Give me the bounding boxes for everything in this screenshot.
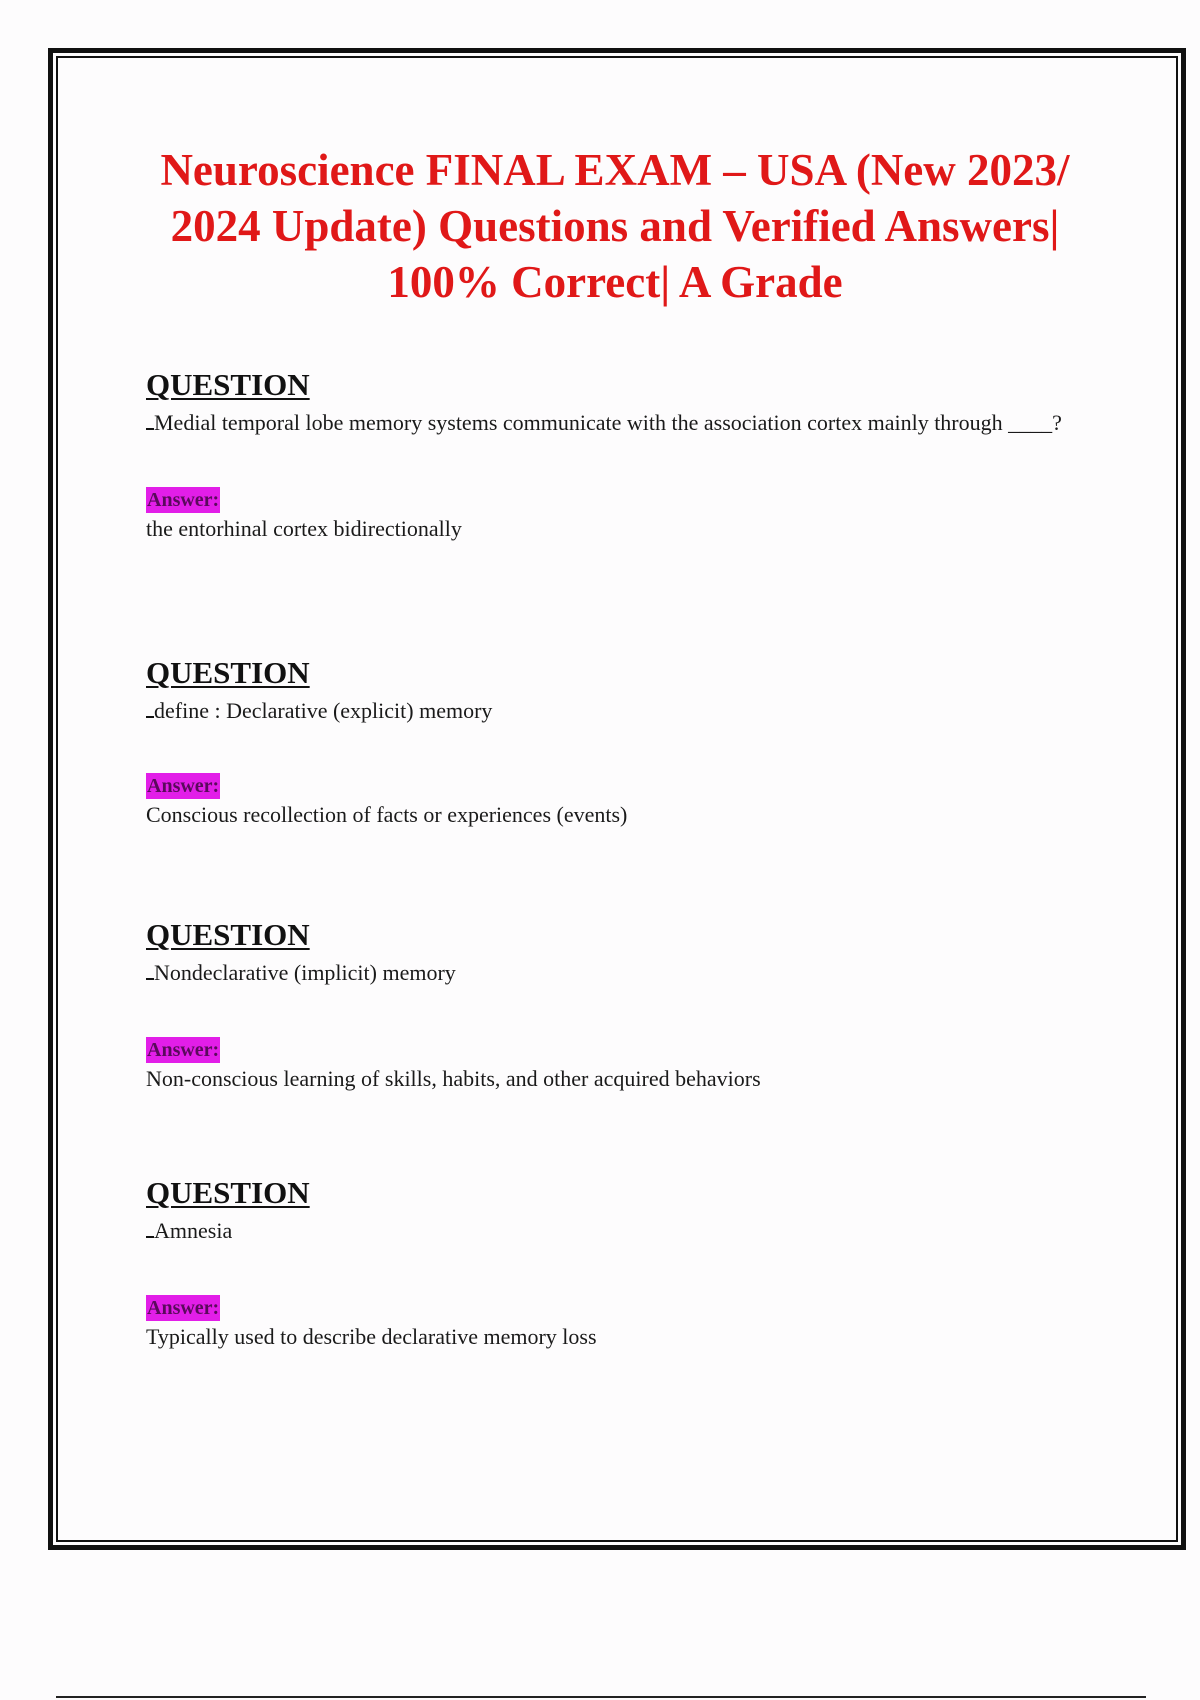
qa-item	[146, 656, 1096, 829]
question-heading: QUESTION	[146, 917, 310, 952]
qa-item	[146, 368, 1096, 543]
answer-text: Typically used to describe declarative memory loss	[146, 1324, 597, 1349]
qa-item	[146, 1176, 1096, 1351]
question-leader-mark	[146, 956, 154, 980]
qa-item	[146, 918, 1096, 1093]
question-heading: QUESTION	[146, 655, 310, 690]
question-text: define : Declarative (explicit) memory	[146, 694, 1096, 725]
question-text: Medial temporal lobe memory systems communicate with the association cortex mainly through ____?	[146, 406, 1096, 437]
footer-rule	[56, 1696, 1146, 1698]
answer-label: Answer:	[147, 1297, 220, 1319]
question-heading: QUESTION	[146, 1175, 310, 1210]
answer-text: Non-conscious learning of skills, habits, and other acquired behaviors	[146, 1066, 761, 1091]
question-heading: QUESTION	[146, 367, 310, 402]
answer-label: Answer:	[147, 1039, 220, 1061]
question-text: Nondeclarative (implicit) memory	[146, 956, 1096, 987]
answer-label: Answer:	[147, 775, 220, 797]
question-leader-mark	[146, 1214, 154, 1238]
answer-text: Conscious recollection of facts or experiences (events)	[146, 802, 628, 827]
answer-text: the entorhinal cortex bidirectionally	[146, 516, 462, 541]
question-leader-mark	[146, 694, 154, 718]
answer-label: Answer:	[147, 489, 220, 511]
question-leader-mark	[146, 406, 154, 430]
document-title: Neuroscience FINAL EXAM – USA (New 2023/ 2024 Update) Questions and Verified Answers| 100% Correct| A Grade	[160, 145, 1070, 307]
question-text: Amnesia	[146, 1214, 1096, 1245]
